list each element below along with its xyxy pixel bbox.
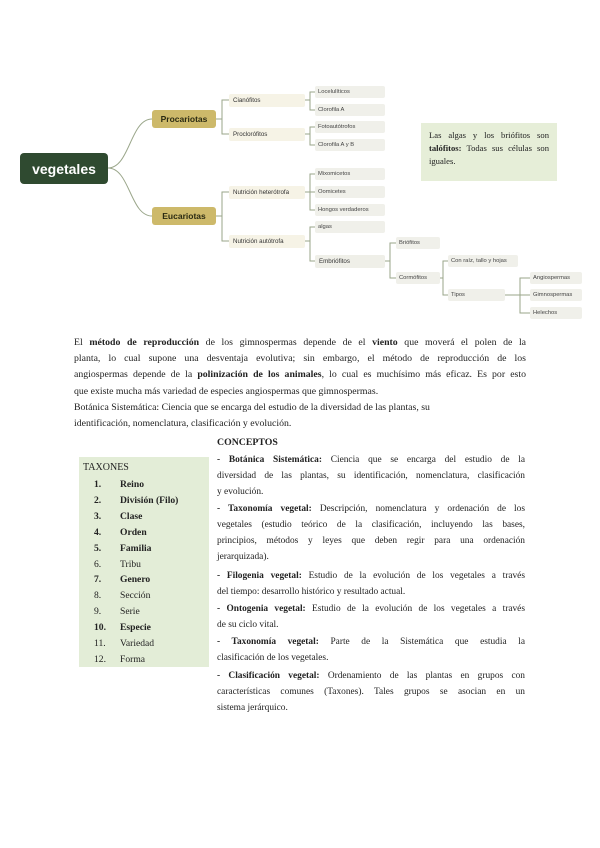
- concept-4-line-2: de su ciclo vital.: [217, 620, 279, 630]
- concept-term: - Filogenia vegetal:: [217, 571, 302, 581]
- text: El: [74, 337, 90, 348]
- taxon-number: 4.: [94, 526, 102, 538]
- taxon-number: 11.: [94, 638, 106, 649]
- mind-map: [0, 0, 600, 330]
- para-line-1: [74, 335, 526, 351]
- taxon-label: Serie: [120, 606, 140, 618]
- taxon-number: 12.: [94, 653, 106, 665]
- leaf-briofitos: Briófitos: [396, 237, 440, 249]
- leaf-angiospermas: Angiospermas: [530, 272, 582, 284]
- note-text-2: Todas sus células son iguales.: [429, 143, 549, 166]
- concept-1-line-2: diversidad de las plantas, su identificación, nomenclatura, clasificación: [217, 471, 525, 481]
- concept-2-line-1: [217, 501, 525, 517]
- text-bold: método de reproducción: [89, 337, 200, 348]
- leaf-algas: algas: [315, 221, 385, 233]
- leaf-mixomicetos: Mixomicetos: [315, 168, 385, 180]
- taxon-label: Orden: [120, 526, 147, 538]
- node-cianofitos: Cianófitos: [229, 94, 305, 107]
- node-procariotas: Procariotas: [152, 110, 216, 128]
- node-eucariotas: Eucariotas: [152, 207, 216, 225]
- leaf-gimnospermas: Gimnospermas: [530, 289, 582, 301]
- node-embriofitos: Embriófitos: [315, 255, 385, 268]
- taxon-number: 10.: [94, 622, 106, 634]
- taxon-item: [94, 572, 150, 588]
- text: Descripción, nomenclatura y ordenación de los: [311, 504, 525, 514]
- note-text-1: Las algas y los briófitos son: [429, 130, 549, 140]
- taxon-item: [94, 525, 147, 541]
- text: Ciencia que se encarga del estudio de la: [321, 455, 525, 465]
- taxon-item: [94, 477, 144, 493]
- taxon-label: Sección: [120, 590, 151, 602]
- leaf-cianofitos-1: Locelulíticos: [315, 86, 385, 98]
- taxon-number: 3.: [94, 510, 102, 522]
- leaf-hongos: Hongos verdaderos: [315, 204, 385, 216]
- para-line-4: que existe mucha más variedad de especies angiospermas que gimnospermas.: [74, 385, 379, 397]
- taxon-item: [94, 541, 151, 557]
- leaf-con-raiz: Con raíz, tallo y hojas: [448, 255, 518, 267]
- text-bold: polinización de los animales: [197, 369, 322, 381]
- taxon-item: [94, 620, 151, 636]
- leaf-helechos: Helechos: [530, 307, 582, 319]
- taxon-number: 6.: [94, 558, 102, 570]
- intro-paragraph: [74, 335, 526, 432]
- concept-6-line-3: sistema jerárquico.: [217, 703, 288, 713]
- concept-4-line-1: [217, 601, 525, 617]
- leaf-proclorofitos-1: Fotoautótrofos: [315, 121, 385, 133]
- node-tipos: Tipos: [448, 289, 505, 301]
- taxon-item: [94, 588, 150, 604]
- text: Estudio de la evolución de los vegetales a través: [305, 604, 525, 614]
- concept-term: - Clasificación vegetal:: [217, 671, 320, 681]
- text: de los gimnospermas depende de el: [199, 337, 373, 348]
- taxon-label: Genero: [120, 574, 151, 586]
- para-line-5: Botánica Sistemática: Ciencia que se encarga del estudio de la diversidad de las plantas, su: [74, 401, 430, 413]
- taxon-number: 8.: [94, 590, 102, 602]
- para-line-2: planta, lo cual supone una desventaja evolutiva; sin embargo, el método de reproducción de los: [74, 353, 526, 365]
- conceptos-title: CONCEPTOS: [217, 437, 278, 448]
- taxon-item: [94, 652, 145, 668]
- concept-1-line-3: y evolución.: [217, 487, 264, 497]
- taxon-label: Tribu: [120, 558, 141, 570]
- leaf-proclorofitos-2: Clorofila A y B: [315, 139, 385, 151]
- node-heterotrofa: Nutrición heterótrofa: [229, 186, 305, 199]
- note-bold: talófitos:: [429, 143, 462, 153]
- taxon-item: [94, 493, 178, 509]
- concept-6-line-2: características comunes (Taxones). Tales grupos se asocian en un: [217, 687, 525, 697]
- taxon-label: Familia: [120, 542, 152, 554]
- concept-term: - Ontogenia vegetal:: [217, 604, 306, 614]
- taxon-number: 2.: [94, 494, 102, 506]
- taxon-label: Forma: [120, 653, 146, 665]
- taxon-number: 9.: [94, 606, 102, 618]
- node-autotrofa: Nutrición autótrofa: [229, 235, 305, 248]
- para-line-6: identificación, nomenclatura, clasificación y evolución.: [74, 418, 292, 430]
- text: que moverá el polen de la: [397, 337, 527, 348]
- taxon-label: Reino: [120, 479, 144, 490]
- text: angiospermas depende de la: [74, 369, 198, 381]
- concept-2-line-2: vegetales (estudio teórico de la clasificación, incluyendo las bases,: [217, 520, 525, 530]
- concept-2-line-4: jerarquizada).: [217, 552, 269, 562]
- taxones-title: TAXONES: [83, 462, 129, 473]
- text: , lo cual es muchísimo más eficaz. Es por esto: [321, 369, 526, 381]
- taxon-label: División (Filo): [120, 494, 179, 506]
- taxon-number: 5.: [94, 542, 102, 554]
- concept-term: - Taxonomía vegetal:: [217, 504, 312, 514]
- taxon-label: Variedad: [120, 638, 155, 649]
- concept-6-line-1: [217, 668, 525, 684]
- node-proclorofitos: Proclorófitos: [229, 128, 305, 141]
- concept-1-line-1: [217, 452, 525, 468]
- text: Parte de la Sistemática que estudia la: [318, 637, 525, 647]
- note-box: [421, 123, 557, 181]
- node-cormofitos: Cormófitos: [396, 272, 440, 284]
- leaf-oomicetes: Oomicetes: [315, 186, 385, 198]
- mindmap-root: vegetales: [20, 153, 108, 184]
- taxon-label: Clase: [120, 510, 143, 522]
- concept-5-line-1: [217, 634, 525, 650]
- taxon-item: [94, 509, 142, 525]
- taxon-item: [94, 557, 141, 573]
- taxon-number: 1.: [94, 479, 102, 490]
- concept-5-line-2: clasificación de los vegetales.: [217, 653, 329, 663]
- concept-term: - Botánica Sistemática:: [217, 455, 322, 465]
- concept-3-line-2: del tiempo: desarrollo histórico y resultado actual.: [217, 587, 406, 597]
- para-line-3: [74, 367, 526, 383]
- taxon-item: [94, 604, 140, 620]
- text: Estudio de la evolución de los vegetales a través: [301, 571, 525, 581]
- taxon-label: Especie: [120, 622, 151, 634]
- taxon-number: 7.: [94, 574, 102, 586]
- text: Ordenamiento de las plantas en grupos con: [319, 671, 525, 681]
- concept-3-line-1: [217, 568, 525, 584]
- text-bold: viento: [372, 337, 398, 348]
- leaf-cianofitos-2: Clorofila A: [315, 104, 385, 116]
- taxon-item: [94, 636, 154, 652]
- concept-term: - Taxonomía vegetal:: [217, 637, 319, 647]
- concept-2-line-3: principios, métodos y leyes que deben regir para una ordenación: [217, 536, 525, 546]
